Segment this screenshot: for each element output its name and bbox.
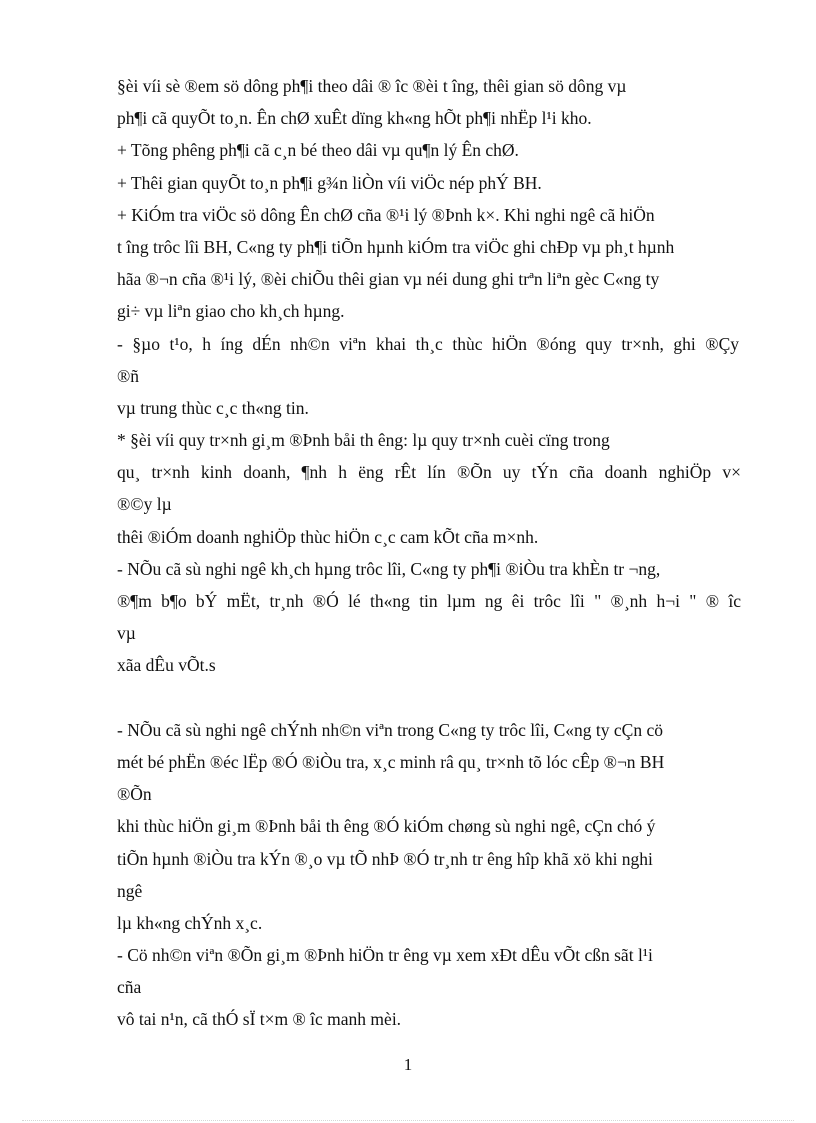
text-line: + Tõng phêng ph¶i cã c¸n bé theo dâi vµ qu¶n lý Ên chØ. <box>117 140 519 161</box>
text-line: ph¶i cã quyÕt to¸n. Ên chØ xuÊt dïng kh«ng hÕt ph¶i nhËp l¹i kho. <box>117 108 592 129</box>
text-line: - Cö nh©n viªn ®Õn gi¸m ®Þnh hiÖn tr êng vµ xem xÐt dÊu vÕt cßn sãt l¹i <box>117 945 653 966</box>
text-line: ®¶m b¶o bÝ mËt, tr¸nh ®Ó lé th«ng tin lµm ng êi trôc lîi " ®¸nh h¬i " ® îc <box>117 591 741 611</box>
text-line: - NÕu cã sù nghi ngê kh¸ch hµng trôc lîi, C«ng ty ph¶i ®iÒu tra khÈn tr ¬ng, <box>117 558 661 579</box>
text-line: xãa dÊu vÕt.s <box>117 655 216 676</box>
text-line: ®ñ <box>117 365 140 386</box>
text-line: mét bé phËn ®éc lËp ®Ó ®iÒu tra, x¸c minh râ qu¸ tr×nh tõ lóc cÊp ®¬n BH <box>117 751 665 772</box>
text-line: lµ kh«ng chÝnh x¸c. <box>117 912 263 933</box>
page-number: 1 <box>403 1055 413 1074</box>
text-line: vµ <box>117 623 136 644</box>
text-line: vô tai n¹n, cã thÓ sÏ t×m ® îc manh mèi. <box>117 1009 402 1030</box>
text-line: - §µo t¹o, h íng dÉn nh©n viªn khai th¸c thùc hiÖn ®óng quy tr×nh, ghi ®Çy <box>117 333 739 354</box>
text-line: ®Õn <box>117 784 152 805</box>
text-line: ngê <box>117 880 143 901</box>
text-line: thêi ®iÓm doanh nghiÖp thùc hiÖn c¸c cam kÕt cña m×nh. <box>117 526 539 547</box>
text-line: ®©y lµ <box>117 494 172 515</box>
text-line: + Thêi gian quyÕt to¸n ph¶i g¾n liÒn víi viÖc nép phÝ BH. <box>117 172 542 193</box>
text-line: t îng trôc lîi BH, C«ng ty ph¶i tiÕn hµnh kiÓm tra viÖc ghi chÐp vµ ph¸t hµnh <box>117 236 675 257</box>
body-text <box>117 76 747 1042</box>
paragraph-gap <box>117 688 747 708</box>
text-line: khi thùc hiÖn gi¸m ®Þnh båi th êng ®Ó kiÓm chøng sù nghi ngê, cÇn chó ý <box>117 816 656 837</box>
text-line: gi÷ vµ liªn giao cho kh¸ch hµng. <box>117 301 345 322</box>
text-line: vµ trung thùc c¸c th«ng tin. <box>117 397 309 418</box>
text-line: qu¸ tr×nh kinh doanh, ¶nh h ëng rÊt lín ®Õn uy tÝn cña doanh nghiÖp v× <box>117 462 741 483</box>
text-line: + KiÓm tra viÖc sö dông Ên chØ cña ®¹i lý ®Þnh k×. Khi nghi ngê cã hiÖn <box>117 204 655 225</box>
text-line: - NÕu cã sù nghi ngê chÝnh nh©n viªn trong C«ng ty trôc lîi, C«ng ty cÇn cö <box>117 719 663 740</box>
page-bottom-edge <box>22 1120 794 1121</box>
text-line: hãa ®¬n cña ®¹i lý, ®èi chiÕu thêi gian vµ néi dung ghi trªn liªn gèc C«ng ty <box>117 269 660 290</box>
text-line: * §èi víi quy tr×nh gi¸m ®Þnh båi th êng: lµ quy tr×nh cuèi cïng trong <box>117 430 610 451</box>
text-line: §èi víi sè ®em sö dông ph¶i theo dâi ® îc ®èi t îng, thêi gian sö dông vµ <box>117 76 627 96</box>
text-line: cña <box>117 977 142 998</box>
text-line: tiÕn hµnh ®iÒu tra kÝn ®¸o vµ tÕ nhÞ ®Ó tr¸nh tr êng hîp khã xö khi nghi <box>117 848 653 869</box>
